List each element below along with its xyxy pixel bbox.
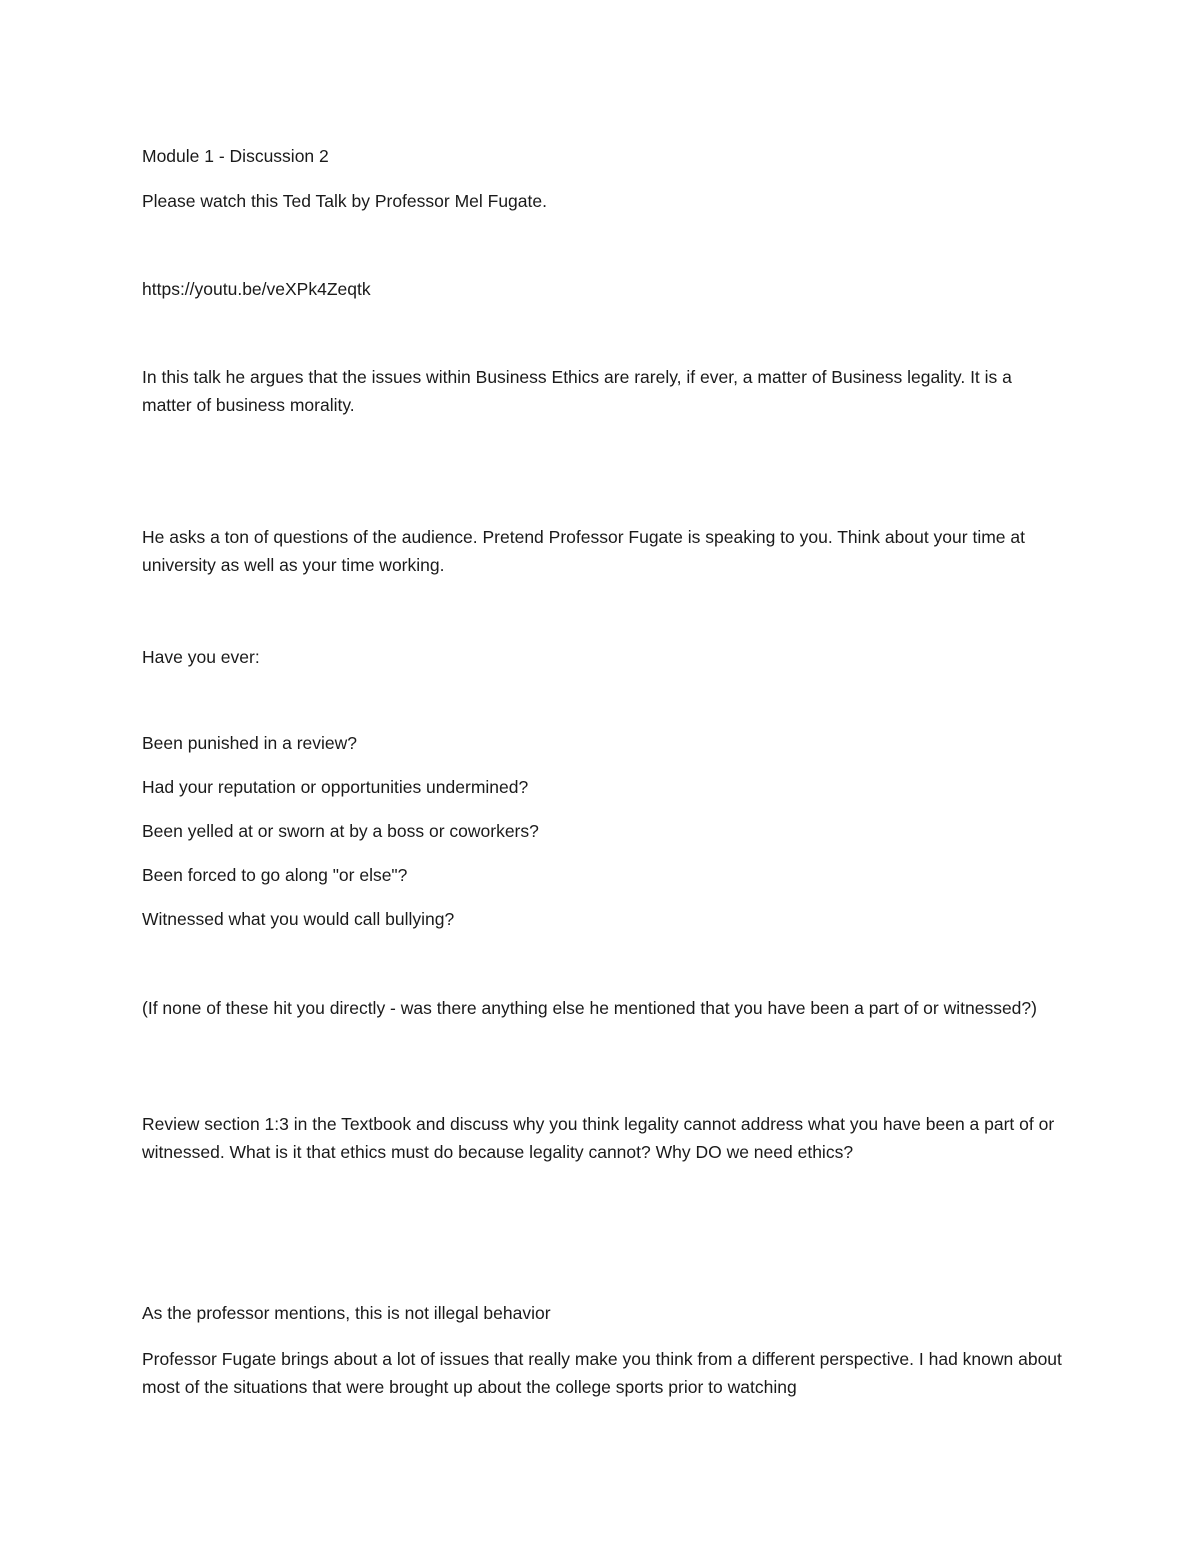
answer-paragraph: Professor Fugate brings about a lot of issues that really make you think from a different perspective. I had known about most of the situations that were brought up about the college sports prior to watching xyxy=(142,1349,1062,1397)
answer-heading: As the professor mentions, this is not illegal behavior xyxy=(142,1303,551,1323)
argument-paragraph: In this talk he argues that the issues within Business Ethics are rarely, if ever, a matter of Business legality. It is a matter of business morality. xyxy=(142,367,1012,415)
question-item: Witnessed what you would call bullying? xyxy=(142,909,455,929)
question-item: Been forced to go along "or else"? xyxy=(142,865,408,885)
document-title: Module 1 - Discussion 2 xyxy=(142,146,329,166)
review-prompt-paragraph: Review section 1:3 in the Textbook and discuss why you think legality cannot address what you have been a part of or witnessed. What is it that ethics must do because legality cannot? Why DO we need ethics? xyxy=(142,1114,1055,1162)
question-item: Had your reputation or opportunities undermined? xyxy=(142,777,529,797)
question-item: Been yelled at or sworn at by a boss or coworkers? xyxy=(142,821,539,841)
intro-text: Please watch this Ted Talk by Professor Mel Fugate. xyxy=(142,191,547,211)
video-link[interactable]: https://youtu.be/veXPk4Zeqtk xyxy=(142,279,371,299)
question-item: Been punished in a review? xyxy=(142,733,358,753)
questions-intro-paragraph: He asks a ton of questions of the audience. Pretend Professor Fugate is speaking to you. Think about your time at university as well as your time working. xyxy=(142,527,1025,575)
none-hit-paragraph: (If none of these hit you directly - was there anything else he mentioned that you have been a part of or witnessed?) xyxy=(142,998,1037,1018)
have-you-ever-text: Have you ever: xyxy=(142,647,260,667)
